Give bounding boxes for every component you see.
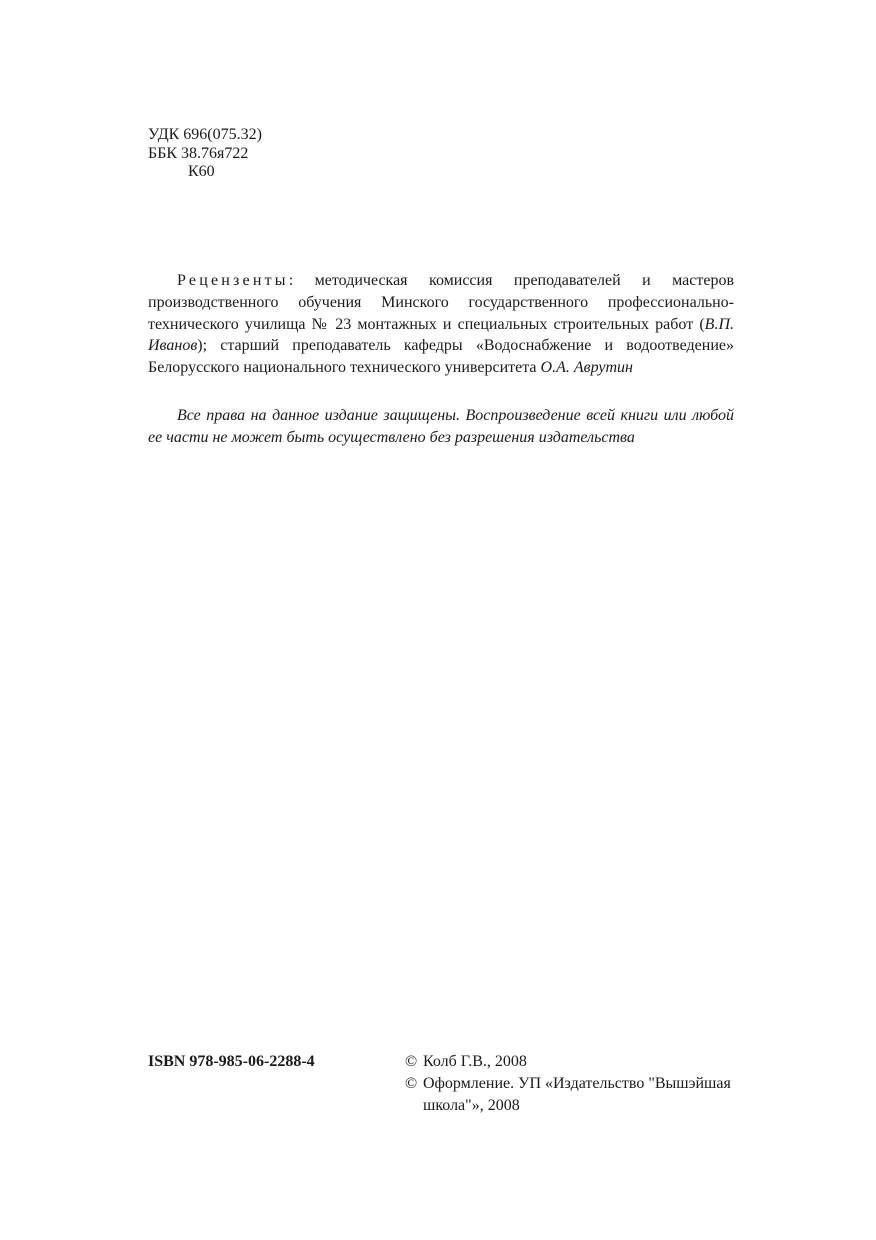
reviewers-heading: Рецензенты: [177, 272, 289, 289]
copyright-author: [405, 1051, 735, 1073]
reviewer-name-1: В.П. Иванов: [148, 315, 734, 355]
reviewers-text-1: : методическая комиссия преподавателей и мастеров производственного обучения Минского государственного профессионально-технического училища № 23 монтажных и специальных строительных работ (: [148, 272, 734, 333]
reviewer-name-2: О.А. Аврутин: [540, 359, 633, 377]
copyright-symbol: ©: [405, 1053, 418, 1070]
isbn-number: ISBN 978-985-06-2288-4: [148, 1053, 315, 1070]
author-mark: К60: [188, 163, 215, 180]
udk-code: УДК 696(075.32): [148, 126, 262, 143]
copyright-symbol: ©: [405, 1075, 418, 1092]
copyright-block: [405, 1051, 735, 1117]
reviewers-paragraph: [148, 270, 734, 379]
rights-notice: [148, 405, 734, 449]
copyright-design: [405, 1073, 735, 1117]
copyright-design-text: Оформление. УП «Издательство "Вышэйшая школа"», 2008: [423, 1075, 731, 1114]
reviewers-text-2: ); старший преподаватель кафедры «Водоснабжение и водоотведение» Белорусского национального технического университета: [148, 337, 734, 377]
reviewers-block: [148, 270, 734, 379]
classification-block: [148, 126, 262, 182]
bbk-code: ББК 38.76я722: [148, 144, 249, 162]
rights-text: Все права на данное издание защищены. Воспроизведение всей книги или любой ее части не может быть осуществлено без разрешения издательства: [148, 407, 734, 446]
copyright-author-text: Колб Г.В., 2008: [423, 1053, 527, 1070]
